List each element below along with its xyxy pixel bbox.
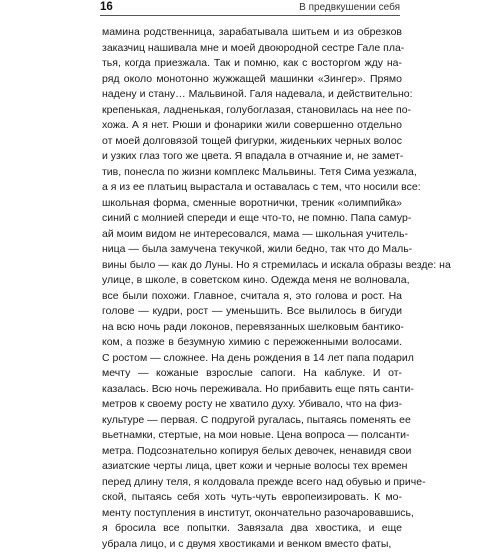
text-line: метра. Подсознательно копируя белых девочек, ненавидя свои [102, 444, 402, 460]
text-line: ком, а позже в безумную химию с пережженными волосами. [102, 335, 402, 351]
text-line: ай моим видом не интересовался, мама — школьная учитель- [102, 227, 402, 243]
text-line: мечту — кожаные взрослые сапоги. На каблуке. И от- [102, 366, 402, 382]
text-line: надену и стану… Мальвиной. Галя надевала, и действительно: [102, 87, 402, 103]
text-line: ница — была замучена текучкой, жили бедно, так что до Маль- [102, 242, 402, 258]
text-line: С ростом — сложнее. На день рождения в 14 лет папа подарил [102, 351, 402, 367]
text-line: вьетнамки, стертые, на мои новые. Цена вопроса — полсанти- [102, 428, 402, 444]
text-line: заказчиц нашивала мне и моей двоюродной сестре Гале пла- [102, 41, 402, 57]
text-line: все были похожи. Главное, считала я, это голова и рост. На [102, 289, 402, 305]
page-number: 16 [100, 1, 113, 13]
text-line: азиатские черты лица, цвет кожи и черные волосы тех времен [102, 459, 402, 475]
text-line: на всю ночь ради локонов, перевязанных шелковым бантико- [102, 320, 402, 336]
text-line: ской, пытаясь себя хоть чуть-чуть европеизировать. К мо- [102, 490, 402, 506]
text-line: мамина родственница, зарабатывала шитьем и из обрезков [102, 25, 402, 41]
text-line: от моей долговязой тощей фигурки, жиденьких черных волос [102, 134, 402, 150]
body-text [102, 25, 402, 552]
text-line: а я из ее платьиц вырастала и оставалась с тем, что носили все: [102, 180, 402, 196]
text-line: убрала лицо, и с двумя хвостиками и венком вместо фаты, [102, 537, 402, 552]
text-line: перед длину теля, я колдовала прежде всего над обувью и приче- [102, 475, 402, 491]
text-line: вины было — как до Луны. Но я стремилась и искала образы везде: на [102, 258, 402, 274]
text-line: хожа. А я нет. Рюши и фонарики жили совершенно отдельно [102, 118, 402, 134]
text-line: улице, в школе, в советском кино. Одежда меня не волновала, [102, 273, 402, 289]
text-line: синий с молнией спереди и еще что-то, не помню. Папа самур- [102, 211, 402, 227]
text-line: культуре — первая. С подругой ругалась, пытаясь поменять ее [102, 413, 402, 429]
running-head: В предвкушении себя [299, 2, 400, 13]
header-rule [100, 15, 400, 16]
text-line: крепенькая, ладненькая, голубоглазая, становилась на нее по- [102, 103, 402, 119]
text-line: менту поступления в институт, окончательно разочаровавшись, [102, 506, 402, 522]
text-line: тив, понесла по жизни комплекс Мальвины. Тетя Сима уезжала, [102, 165, 402, 181]
text-line: школьная форма, сменные воротнички, треник «олимпийка» [102, 196, 402, 212]
text-line: голове — кудри, рост — уменьшить. Все вылилось в бигуди [102, 304, 402, 320]
text-line: казалась. Всю ночь переживала. Но прибавить еще пять санти- [102, 382, 402, 398]
text-line: тья, когда приезжала. Так и помню, как с восторгом жду на- [102, 56, 402, 72]
text-line: я бросила все попытки. Завязала два хвостика, и еще [102, 521, 402, 537]
text-line: ряд около монотонно жужжащей машинки «Зингер». Прямо [102, 72, 402, 88]
page-header [0, 0, 500, 20]
text-line: и узких глаз того же цвета. Я впадала в отчаяние и, не замет- [102, 149, 402, 165]
text-line: метров к своему росту не хватило духу. Убивало, что на физ- [102, 397, 402, 413]
